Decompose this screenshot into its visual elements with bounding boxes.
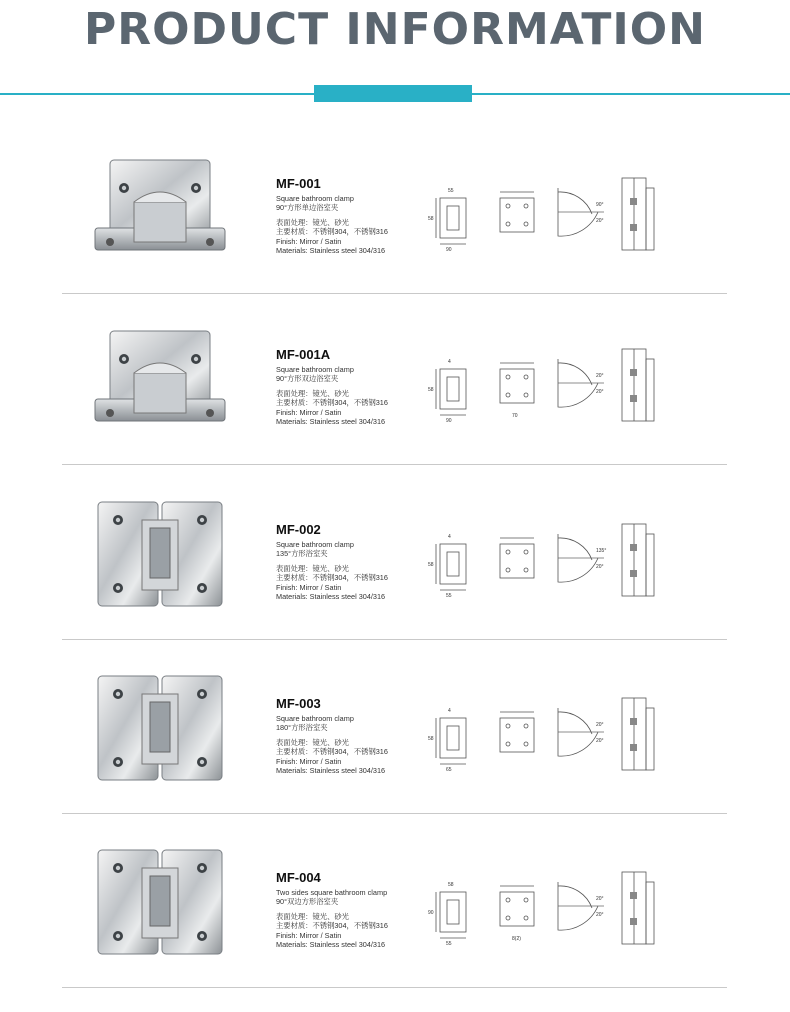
finish-cn: 表面处理：镜光、砂光	[276, 388, 349, 398]
material-en: Materials: Stainless steel 304/316	[276, 592, 386, 602]
technical-drawing-icon	[428, 820, 668, 960]
product-row-mf-002	[0, 464, 790, 639]
svg-text:58: 58	[428, 736, 434, 742]
technical-drawings	[428, 297, 698, 457]
material-cn: 主要材质：不锈钢304，不锈钢316	[276, 227, 388, 237]
product-row-mf-001a	[0, 289, 790, 464]
product-model: MF-002	[276, 522, 321, 537]
svg-text:4: 4	[448, 708, 451, 714]
product-model: MF-004	[276, 870, 321, 885]
page-title: PRODUCT INFORMATION	[84, 4, 706, 55]
finish-en: Finish: Mirror / Satin	[276, 582, 342, 592]
product-description-cn: 180°方形浴室夹	[276, 723, 328, 733]
product-model: MF-003	[276, 696, 321, 711]
svg-text:20°: 20°	[596, 564, 604, 570]
svg-text:90: 90	[446, 418, 452, 424]
product-model: MF-001	[276, 176, 321, 191]
svg-text:65: 65	[446, 767, 452, 773]
product-description-en: Square bathroom clamp	[276, 365, 354, 374]
svg-text:20°: 20°	[596, 218, 604, 224]
finish-cn: 表面处理：镜光、砂光	[276, 217, 349, 227]
product-photo	[90, 309, 230, 439]
product-photo-icon	[90, 658, 230, 788]
product-photo	[90, 832, 230, 962]
finish-en: Finish: Mirror / Satin	[276, 407, 342, 417]
technical-drawing-icon	[428, 297, 668, 437]
svg-text:58: 58	[428, 216, 434, 222]
svg-text:55: 55	[448, 188, 454, 194]
finish-en: Finish: Mirror / Satin	[276, 930, 342, 940]
svg-text:58: 58	[448, 882, 454, 888]
product-row-mf-004	[0, 812, 790, 987]
product-description-cn: 90°双边方形浴室夹	[276, 897, 339, 907]
svg-text:20°: 20°	[596, 373, 604, 379]
product-photo-icon	[90, 484, 230, 614]
technical-drawing-icon	[428, 646, 668, 786]
technical-drawings	[428, 646, 698, 806]
product-specs	[276, 347, 436, 426]
svg-text:55: 55	[446, 941, 452, 947]
product-specs	[276, 870, 436, 949]
finish-cn: 表面处理：镜光、砂光	[276, 911, 349, 921]
technical-drawing-icon	[428, 472, 668, 612]
product-photo-icon	[90, 138, 230, 268]
product-description-en: Square bathroom clamp	[276, 194, 354, 203]
product-description-cn: 135°方形浴室夹	[276, 549, 328, 559]
product-description-cn: 90°方形单边浴室夹	[276, 203, 339, 213]
technical-drawings	[428, 472, 698, 632]
svg-text:4: 4	[448, 359, 451, 365]
title-accent-bar	[314, 85, 472, 102]
product-photo-icon	[90, 832, 230, 962]
product-row-mf-001	[0, 118, 790, 293]
svg-text:4: 4	[448, 534, 451, 540]
product-description-en: Two sides square bathroom clamp	[276, 888, 388, 897]
material-cn: 主要材质：不锈钢304，不锈钢316	[276, 398, 388, 408]
material-en: Materials: Stainless steel 304/316	[276, 940, 386, 950]
technical-drawings	[428, 820, 698, 980]
svg-text:90°: 90°	[596, 202, 604, 208]
product-photo-icon	[90, 309, 230, 439]
svg-text:20°: 20°	[596, 912, 604, 918]
svg-text:20°: 20°	[596, 722, 604, 728]
product-row-mf-003	[0, 638, 790, 813]
material-cn: 主要材质：不锈钢304，不锈钢316	[276, 921, 388, 931]
svg-text:90: 90	[446, 247, 452, 253]
material-en: Materials: Stainless steel 304/316	[276, 766, 386, 776]
svg-text:55: 55	[446, 593, 452, 599]
svg-text:8(2): 8(2)	[512, 936, 521, 942]
svg-text:70: 70	[512, 413, 518, 419]
row-divider	[62, 987, 727, 988]
product-photo	[90, 138, 230, 268]
material-en: Materials: Stainless steel 304/316	[276, 246, 386, 256]
svg-text:20°: 20°	[596, 389, 604, 395]
technical-drawings	[428, 126, 698, 286]
product-description-en: Square bathroom clamp	[276, 540, 354, 549]
product-photo	[90, 484, 230, 614]
material-en: Materials: Stainless steel 304/316	[276, 417, 386, 427]
material-cn: 主要材质：不锈钢304，不锈钢316	[276, 747, 388, 757]
product-specs	[276, 696, 436, 775]
product-description-cn: 90°方形双边浴室夹	[276, 374, 339, 384]
svg-text:20°: 20°	[596, 738, 604, 744]
finish-en: Finish: Mirror / Satin	[276, 756, 342, 766]
technical-drawing-icon	[428, 126, 668, 266]
svg-text:58: 58	[428, 562, 434, 568]
finish-cn: 表面处理：镜光、砂光	[276, 563, 349, 573]
finish-cn: 表面处理：镜光、砂光	[276, 737, 349, 747]
svg-text:135°: 135°	[596, 548, 607, 554]
product-specs	[276, 176, 436, 255]
product-model: MF-001A	[276, 347, 331, 362]
svg-text:90: 90	[428, 910, 434, 916]
finish-en: Finish: Mirror / Satin	[276, 236, 342, 246]
svg-text:20°: 20°	[596, 896, 604, 902]
material-cn: 主要材质：不锈钢304，不锈钢316	[276, 573, 388, 583]
product-description-en: Square bathroom clamp	[276, 714, 354, 723]
svg-text:58: 58	[428, 387, 434, 393]
product-photo	[90, 658, 230, 788]
product-specs	[276, 522, 436, 601]
